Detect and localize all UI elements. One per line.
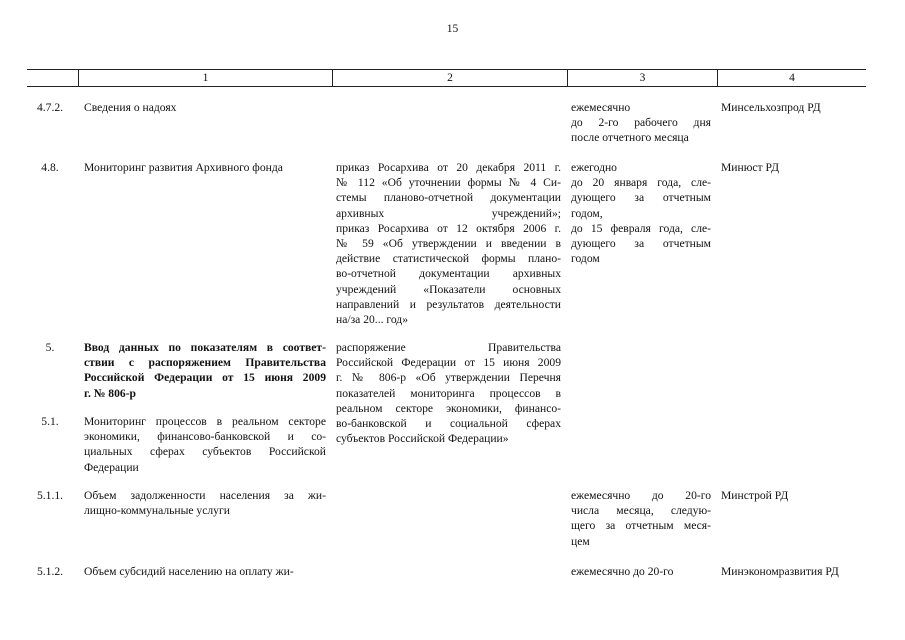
row-document-line: Российской Федерации от 15 июня 2009 xyxy=(336,356,561,370)
row-name-line: лищно-коммунальные услуги xyxy=(84,504,230,518)
row-document xyxy=(336,160,561,327)
row-document-line: стемы планово-отчетной документации xyxy=(336,191,561,205)
table-header xyxy=(27,69,866,87)
row-number: 4.8. xyxy=(41,161,59,174)
row-name-line: Мониторинг развития Архивного фонда xyxy=(84,161,283,174)
row-number: 5.1.1. xyxy=(36,489,64,502)
row-document-line: реальном секторе экономики, финансо- xyxy=(336,401,561,415)
row-period-line: годом xyxy=(571,252,600,266)
row-period-line: до 20 января года, сле- xyxy=(571,176,711,190)
row-name-line: экономики, финансово-банковской и со- xyxy=(84,430,326,444)
row-name-line: Объем задолженности населения за жи- xyxy=(84,489,326,502)
row-organization: Минстрой РД xyxy=(721,489,789,502)
row-document-line: показателей мониторинга процессов в xyxy=(336,386,561,400)
row-name-line: Российской Федерации от 15 июня 2009 xyxy=(84,371,326,385)
row-document xyxy=(336,340,561,446)
row-name-line: ствии с распоряжением Правительства xyxy=(84,356,326,370)
row-period xyxy=(571,488,711,549)
row-period-line: до 2-го рабочего дня xyxy=(571,116,711,130)
row-name xyxy=(84,564,326,579)
row-period-line: ежегодно xyxy=(571,161,617,174)
row-number: 5.1. xyxy=(41,415,59,428)
row-name-line: Объем субсидий населению на оплату жи- xyxy=(84,565,294,578)
row-name xyxy=(84,100,326,115)
row-number: 4.7.2. xyxy=(36,101,64,114)
header-col-3: 3 xyxy=(567,70,717,86)
row-document-line: распоряжение Правительства xyxy=(336,341,561,354)
row-document-line: архивных учреждений»; xyxy=(336,206,561,220)
row-period xyxy=(571,564,711,579)
row-period-line: ежемесячно до 20-го xyxy=(571,489,711,502)
row-name-line: Сведения о надоях xyxy=(84,101,177,114)
row-organization: Минэкономразвития РД xyxy=(721,565,839,578)
row-name-line: Мониторинг процессов в реальном секторе xyxy=(84,415,326,428)
header-col-4: 4 xyxy=(717,70,866,86)
row-document-line: во-банковской и социальной сферах xyxy=(336,417,561,431)
row-period xyxy=(571,100,711,146)
row-period xyxy=(571,160,711,266)
row-document-line: во-отчетной документации архивных xyxy=(336,267,561,281)
row-period-line: до 15 февраля года, сле- xyxy=(571,221,711,235)
row-document-line: направлений и результатов деятельности xyxy=(336,297,561,311)
row-document-line: г. № 806-р «Об утверждении Перечня xyxy=(336,371,561,385)
row-document-line: № 59 «Об утверждении и введении в xyxy=(336,237,561,251)
row-name xyxy=(84,160,326,175)
row-period-line: цем xyxy=(571,534,590,548)
row-period-line: дующего за отчетным xyxy=(571,191,711,205)
row-period-line: годом, xyxy=(571,206,603,220)
page-number: 15 xyxy=(446,23,459,35)
row-organization: Минюст РД xyxy=(721,161,779,174)
row-name-line: циальных сферах субъектов Российской xyxy=(84,445,326,459)
row-period-line: дующего за отчетным xyxy=(571,237,711,251)
row-name-line: Федерации xyxy=(84,460,139,474)
row-document-line: действие статистической формы плано- xyxy=(336,252,561,266)
row-period-line: после отчетного месяца xyxy=(571,131,689,145)
row-period-line: ежемесячно xyxy=(571,101,631,114)
row-document-line: № 112 «Об уточнении формы № 4 Си- xyxy=(336,176,561,190)
row-document-line: приказ Росархива от 12 октября 2006 г. xyxy=(336,221,561,235)
row-organization: Минсельхозпрод РД xyxy=(721,101,821,114)
row-period-line: щего за отчетным меся- xyxy=(571,519,711,533)
row-number: 5. xyxy=(45,341,55,354)
row-period-line: числа месяца, следую- xyxy=(571,504,711,518)
header-col-1: 1 xyxy=(78,70,332,86)
row-name xyxy=(84,340,326,401)
row-name xyxy=(84,414,326,475)
row-name-line: Ввод данных по показателям в соответ- xyxy=(84,341,326,354)
row-period-line: ежемесячно до 20-го xyxy=(571,565,674,578)
row-number: 5.1.2. xyxy=(36,565,64,578)
row-document-line: приказ Росархива от 20 декабря 2011 г. xyxy=(336,161,561,174)
row-document-line: на/за 20... год» xyxy=(336,313,409,327)
row-name xyxy=(84,488,326,518)
row-name-line: г. № 806-р xyxy=(84,386,137,400)
header-col-0 xyxy=(27,70,78,86)
row-document-line: учреждений «Показатели основных xyxy=(336,282,561,296)
header-col-2: 2 xyxy=(332,70,567,86)
row-document-line: субъектов Российской Федерации» xyxy=(336,432,509,446)
